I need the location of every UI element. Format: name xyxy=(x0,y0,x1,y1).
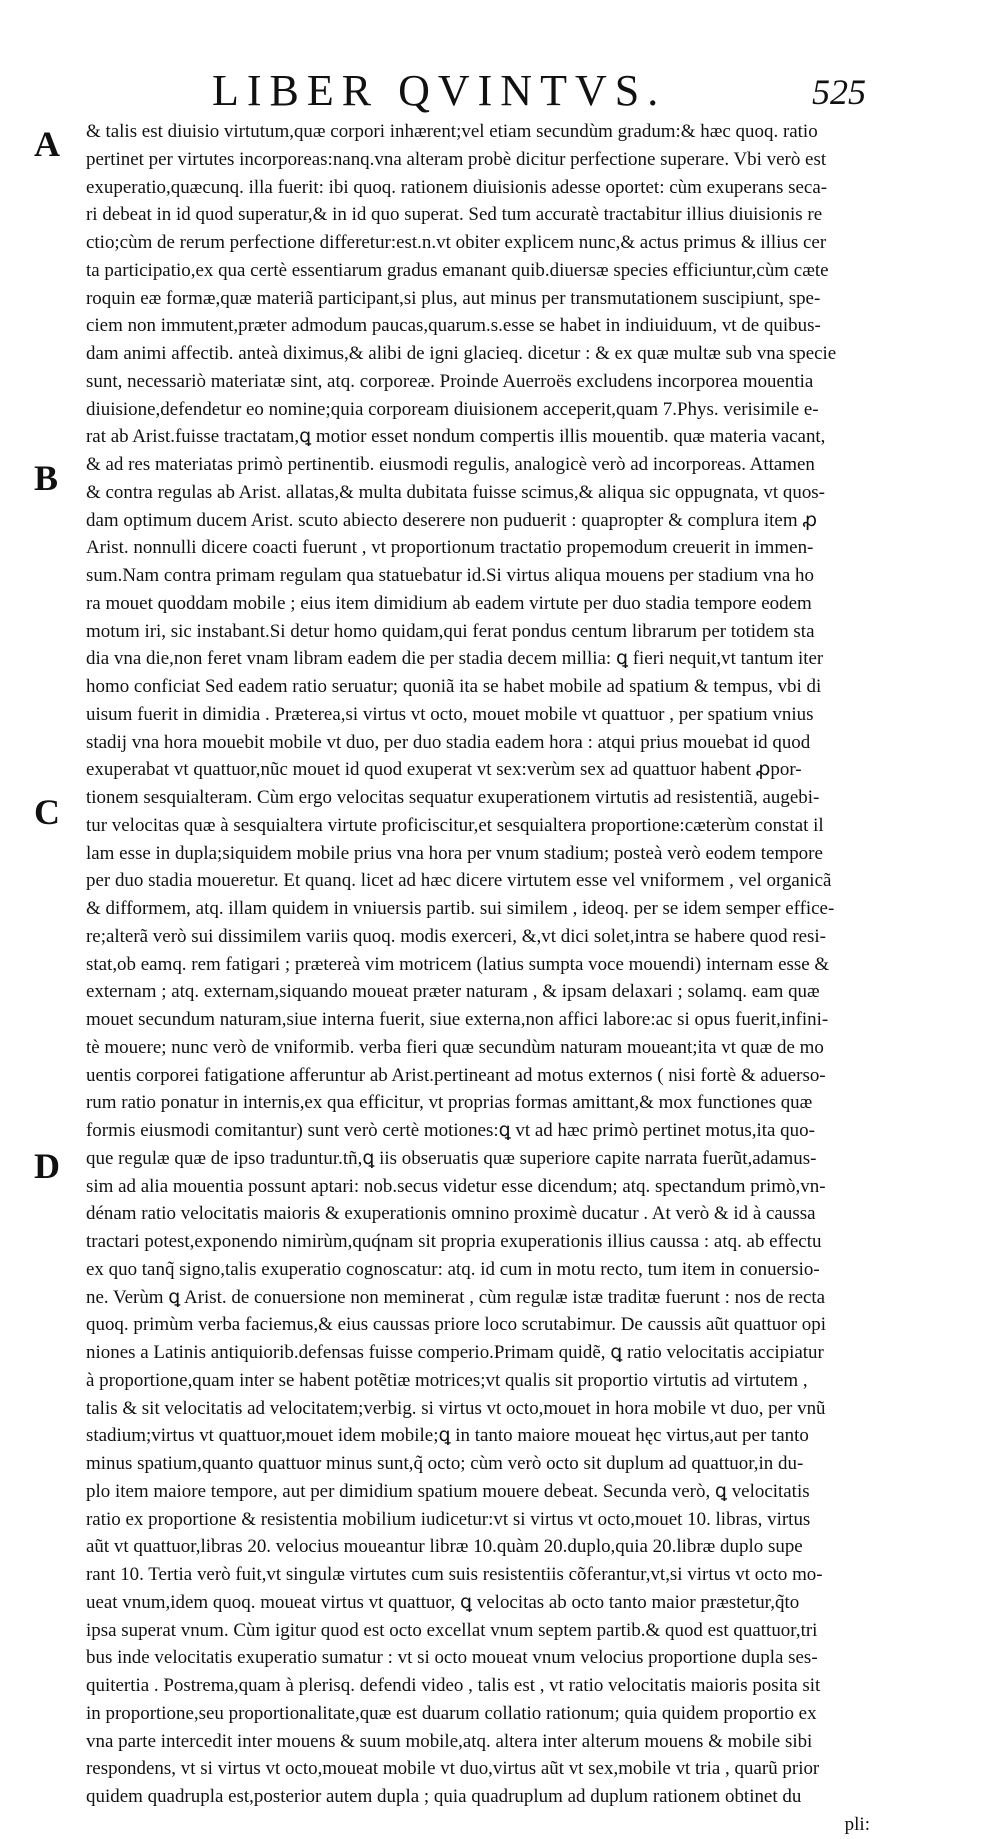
marginal-letter-a: A xyxy=(34,124,60,164)
text-line: mouet secundum naturam,siue interna fuerit, siue externa,non affici labore:ac si opus fuerit,infini- xyxy=(86,1009,829,1030)
text-line: rat ab Arist.fuisse tractatam,ꝗ motior esset nondum compertis illis mouentib. quæ materia vacant, xyxy=(86,426,826,448)
text-line: sum.Nam contra primam regulam qua statuebatur id.Si virtus aliqua mouens per stadium vna ho xyxy=(86,565,814,586)
marginal-letter-c: C xyxy=(34,792,60,832)
text-line: stat,ob eamq. rem fatigari ; prætereà vim motricem (latius sumpta voce mouendi) internam esse & xyxy=(86,953,830,975)
text-line: aũt vt quattuor,libras 20. velocius moueantur libræ 10.quàm 20.duplo,quia 20.libræ duplo supe xyxy=(86,1536,803,1558)
text-line: ta participatio,ex qua certè essentiarum gradus emanant quib.diuersæ species efficiuntur,cùm cæte xyxy=(86,259,829,281)
text-line: ra mouet quoddam mobile ; eius item dimidium ab eadem virtute per duo stadia tempore eodem xyxy=(86,592,812,614)
text-line: tionem sesquialteram. Cùm ergo velocitas sequatur exuperationem virtutis ad resistentiã, augebi- xyxy=(86,787,820,808)
text-line: uisum fuerit in dimidia . Præterea,si virtus vt octo, mouet mobile vt quattuor , per spatium vnius xyxy=(86,703,814,725)
body-text xyxy=(86,118,876,1839)
text-line: exuperatio,quæcunq. illa fuerit: ibi quoq. rationem diuisionis adesse oportet: cùm exuperans seca- xyxy=(86,176,828,198)
text-line: stadium;virtus vt quattuor,mouet idem mobile;ꝗ in tanto maiore moueat hęc virtus,aut per tanto xyxy=(86,1425,809,1447)
text-line: dénam ratio velocitatis maioris & exuperationis omnino proximè ducatur . At verò & id à caussa xyxy=(86,1203,816,1225)
page-header xyxy=(0,66,1000,116)
text-line: pli: xyxy=(844,1813,870,1835)
text-line: plo item maiore tempore, aut per dimidium spatium mouere debeat. Secunda verò, ꝗ velocitatis xyxy=(86,1480,810,1502)
text-line: homo conficiat Sed eadem ratio seruatur; quoniã ita se habet mobile ad spatium & tempus, vbi di xyxy=(86,676,822,697)
text-line: rant 10. Tertia verò fuit,vt singulæ virtutes cum suis resistentiis cõferantur,vt,si virtus vt octo mo- xyxy=(86,1564,823,1585)
marginal-letter-d: D xyxy=(34,1146,60,1186)
text-line: formis eiusmodi comitantur) sunt verò certè motiones:ꝗ vt ad hæc primò pertinet motus,ita quo- xyxy=(86,1120,815,1141)
text-line: bus inde velocitatis exuperatio sumatur : vt si octo moueat vnum velocius proportione dupla ses- xyxy=(86,1647,818,1669)
text-line: tur velocitas quæ à sesquialtera virtute proficiscitur,et sesquialtera proportione:cæterùm constat il xyxy=(86,814,824,836)
text-line: ctio;cùm de rerum perfectione differetur:est.n.vt obiter explicem nunc,& actus primus & illius cer xyxy=(86,232,827,253)
text-line: quidem quadrupla est,posterior autem dupla ; quia quadruplum ad duplum rationem obtinet du xyxy=(86,1786,802,1807)
text-line: exuperabat vt quattuor,nũc mouet id quod exuperat vt sex:verùm sex ad quattuor habent ꝓpor- xyxy=(86,759,802,781)
text-line: sim ad alia mouentia possunt aptari: nob.secus videtur esse dicendum; atq. spectandum primò,vn- xyxy=(86,1175,826,1197)
text-line: ueat vnum,idem quoq. moueat virtus vt quattuor, ꝗ velocitas ab octo tanto maior præstetur,q̃to xyxy=(86,1591,800,1613)
text-line: talis & sit velocitatis ad velocitatem;verbig. si virtus vt octo,mouet in hora mobile vt duo, per vnũ xyxy=(86,1397,826,1419)
text-line: & difformem, atq. illam quidem in vniuersis partib. sui similem , ideoq. per se idem semper effice- xyxy=(86,898,835,919)
text-line: pertinet per virtutes incorporeas:nanq.vna alteram probè dicitur perfectione superare. Vbi verò est xyxy=(86,148,827,170)
running-title: LIBER QVINTVS. xyxy=(212,66,667,115)
text-line: per duo stadia moueretur. Et quanq. licet ad hæc dicere virtutem esse vel vniformem , vel organicã xyxy=(86,870,832,892)
text-line: re;alterã verò sui dissimilem variis quoq. modis exerceri, &,vt dici solet,intra se habere quod resi- xyxy=(86,925,827,947)
text-line: & talis est diuisio virtutum,quæ corpori inhærent;vel etiam secundùm gradum:& hæc quoq. ratio xyxy=(86,121,818,142)
text-line: ne. Verùm ꝗ Arist. de conuersione non meminerat , cùm regulæ istæ traditæ fuerunt : nos de recta xyxy=(86,1286,826,1308)
text-line: & contra regulas ab Arist. allatas,& multa dubitata fuisse scimus,& aliqua sic oppugnata, vt quos- xyxy=(86,481,825,503)
text-line: in proportione,seu proportionalitate,quæ est duarum collatio rationum; quia quidem proportio ex xyxy=(86,1702,817,1724)
text-line: tè mouere; nunc verò de vniformib. verba fieri quæ secundùm naturam moueant;ita vt quæ de mo xyxy=(86,1036,824,1058)
text-line: sunt, necessariò materiatæ sint, atq. corporeæ. Proinde Auerroës excludens incorporea mouentia xyxy=(86,370,814,392)
text-line: quitertia . Postrema,quam à plerisq. defendi video , talis est , vt ratio velocitatis maioris posita sit xyxy=(86,1675,821,1696)
text-line: respondens, vt si virtus vt octo,moueat mobile vt duo,virtus aũt vt sex,mobile vt tria , quarũ prior xyxy=(86,1758,820,1780)
text-line: dia vna die,non feret vnam libram eadem die per stadia decem millia: ꝗ fieri nequit,vt tantum iter xyxy=(86,648,824,670)
text-line: & ad res materiatas primò pertinentib. eiusmodi regulis, analogicè verò ad incorporeas. Attamen xyxy=(86,454,815,475)
text-line: rum ratio ponatur in internis,ex qua efficitur, vt proprias formas amittant,& mox functiones quæ xyxy=(86,1092,813,1114)
text-line: ratio ex proportione & resistentia mobilium iudicetur:vt si virtus vt octo,mouet 10. libras, virtus xyxy=(86,1508,811,1530)
text-line: quoq. primùm verba faciemus,& eius caussas priore loco scrutabimur. De caussis aũt quattuor opi xyxy=(86,1314,827,1336)
text-line: que regulæ quæ de ipso traduntur.tñ,ꝗ iis obseruatis quæ superiore capite narrata fuerũt,adamus- xyxy=(86,1147,817,1169)
text-line: vna parte intercedit inter mouens & suum mobile,atq. altera inter alterum mouens & mobile sibi xyxy=(86,1730,813,1752)
text-line: ipsa superat vnum. Cùm igitur quod est octo excellat vnum septem partib.& quod est quattuor,tri xyxy=(86,1619,818,1641)
text-line: ex quo tanq̃ signo,talis exuperatio cognoscatur: atq. id cum in motu recto, tum item in conuersio- xyxy=(86,1258,820,1280)
text-line: tractari potest,exponendo nimirùm,quq́nam sit propria exuperationis illius caussa : atq. ab effectu xyxy=(86,1231,822,1252)
text-line: dam optimum ducem Arist. scuto abiecto deserere non puduerit : quapropter & complura item ꝓ xyxy=(86,509,817,531)
page-number: 525 xyxy=(812,72,866,112)
text-line: externam ; atq. externam,siquando moueat præter naturam , & ipsam delaxari ; solamq. eam quæ xyxy=(86,981,820,1003)
text-line: motum iri, sic instabant.Si detur homo quidam,qui ferat pondus centum librarum per totidem sta xyxy=(86,620,815,642)
marginal-letter-b: B xyxy=(34,458,59,498)
text-line: dam animi affectib. anteà diximus,& alibi de igni glacieq. dicetur : & ex quæ multæ sub vna specie xyxy=(86,343,837,364)
text-line: diuisione,defendetur eo nomine;quia corpoream diuisionem acceperit,quam 7.Phys. verisimile e- xyxy=(86,398,819,420)
text-line: uentis corporei fatigatione afferuntur ab Arist.pertineant ad motus externos ( nisi fortè & aduerso- xyxy=(86,1064,826,1086)
text-line: niones a Latinis antiquiorib.defensas fuisse comperio.Primam quidẽ, ꝗ ratio velocitatis accipiatur xyxy=(86,1342,824,1363)
text-line: roquin eæ formæ,quæ materiã participant,si plus, aut minus per transmutationem suscipiunt, spe- xyxy=(86,287,821,309)
text-line: stadij vna hora mouebit mobile vt duo, per duo stadia eadem hora : atqui prius mouebat id quod xyxy=(86,731,811,753)
text-line: ri debeat in id quod superatur,& in id quo superat. Sed tum accuratè tractabitur illius diuisionis re xyxy=(86,204,823,226)
text-line: ciem non immutent,præter admodum paucas,quarum.s.esse se habet in indiuiduum, vt de quibus- xyxy=(86,315,821,337)
text-line: lam esse in dupla;siquidem mobile prius vna hora per vnum stadium; posteà verò eodem tempore xyxy=(86,842,823,864)
text-line: à proportione,quam inter se habent potẽtiæ motrices;vt qualis sit proportio virtutis ad virtutem , xyxy=(86,1369,808,1391)
text-line: Arist. nonnulli dicere coacti fuerunt , vt proportionum tractatio propemodum creuerit in immen- xyxy=(86,537,814,559)
text-line: minus spatium,quanto quattuor minus sunt,q̃ octo; cùm verò octo sit duplum ad quattuor,in du- xyxy=(86,1453,804,1474)
